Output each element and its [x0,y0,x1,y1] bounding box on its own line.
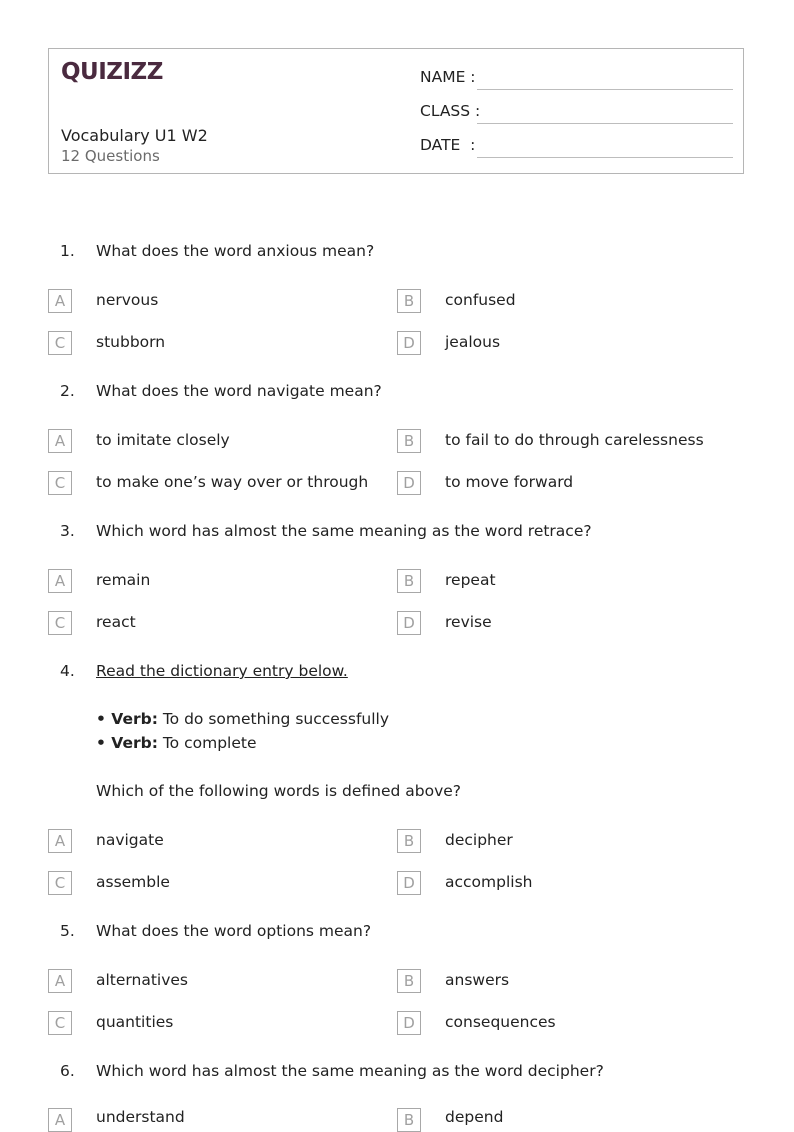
option-b-text: answers [445,971,510,989]
option-d-text: to move forward [445,473,574,491]
option-a-text: remain [96,571,151,589]
option-b-text: depend [445,1108,504,1126]
option-d-box[interactable]: D [397,611,421,635]
option-d-text: revise [445,613,492,631]
option-a-box[interactable]: A [48,969,72,993]
option-d-text: jealous [445,333,501,351]
name-line[interactable] [477,89,733,90]
question-number: 1. [60,242,75,260]
question-text: What does the word anxious mean? [96,242,375,260]
option-a-box[interactable]: A [48,289,72,313]
option-a-box[interactable]: A [48,1108,72,1132]
date-label: DATE : [420,136,476,154]
definition-meaning: To complete [162,734,257,752]
question-number: 4. [60,662,75,680]
definition-pos: • Verb: [96,734,158,752]
quizizz-logo: QUIZIZZ [61,59,163,85]
question-text: What does the word navigate mean? [96,382,382,400]
option-c-box[interactable]: C [48,471,72,495]
option-a-box[interactable]: A [48,569,72,593]
option-d-box[interactable]: D [397,471,421,495]
option-b-box[interactable]: B [397,289,421,313]
question-number: 6. [60,1062,75,1080]
option-b-text: to fail to do through carelessness [445,431,704,449]
option-b-box[interactable]: B [397,1108,421,1132]
option-a-text: nervous [96,291,159,309]
option-a-box[interactable]: A [48,829,72,853]
question-text: Which word has almost the same meaning as the word decipher? [96,1062,604,1080]
question-number: 5. [60,922,75,940]
option-c-text: react [96,613,136,631]
question-number: 3. [60,522,75,540]
option-d-text: consequences [445,1013,556,1031]
option-c-text: assemble [96,873,170,891]
option-b-text: repeat [445,571,496,589]
date-line[interactable] [477,157,733,158]
class-line[interactable] [477,123,733,124]
name-label: NAME : [420,68,476,86]
class-label: CLASS : [420,102,481,120]
question-text: Which word has almost the same meaning as the word retrace? [96,522,592,540]
option-c-box[interactable]: C [48,1011,72,1035]
option-b-box[interactable]: B [397,429,421,453]
option-d-box[interactable]: D [397,331,421,355]
option-b-box[interactable]: B [397,569,421,593]
option-a-text: understand [96,1108,185,1126]
option-c-text: quantities [96,1013,174,1031]
question-prompt: Which of the following words is defined above? [96,782,461,800]
option-b-text: decipher [445,831,513,849]
worksheet-title: Vocabulary U1 W2 [61,126,208,145]
option-c-box[interactable]: C [48,331,72,355]
option-c-box[interactable]: C [48,611,72,635]
question-number: 2. [60,382,75,400]
option-a-text: navigate [96,831,164,849]
definition-meaning: To do something successfully [162,710,390,728]
question-text: Read the dictionary entry below. [96,662,348,680]
option-d-text: accomplish [445,873,533,891]
option-c-text: to make one’s way over or through [96,473,369,491]
question-text: What does the word options mean? [96,922,372,940]
option-a-box[interactable]: A [48,429,72,453]
definition-2 [96,734,257,752]
option-a-text: alternatives [96,971,189,989]
option-d-box[interactable]: D [397,871,421,895]
option-c-box[interactable]: C [48,871,72,895]
worksheet-header [48,48,744,174]
option-b-text: confused [445,291,516,309]
option-b-box[interactable]: B [397,969,421,993]
option-b-box[interactable]: B [397,829,421,853]
question-count: 12 Questions [61,147,160,165]
definition-pos: • Verb: [96,710,158,728]
definition-1 [96,710,389,728]
option-c-text: stubborn [96,333,166,351]
option-a-text: to imitate closely [96,431,230,449]
option-d-box[interactable]: D [397,1011,421,1035]
